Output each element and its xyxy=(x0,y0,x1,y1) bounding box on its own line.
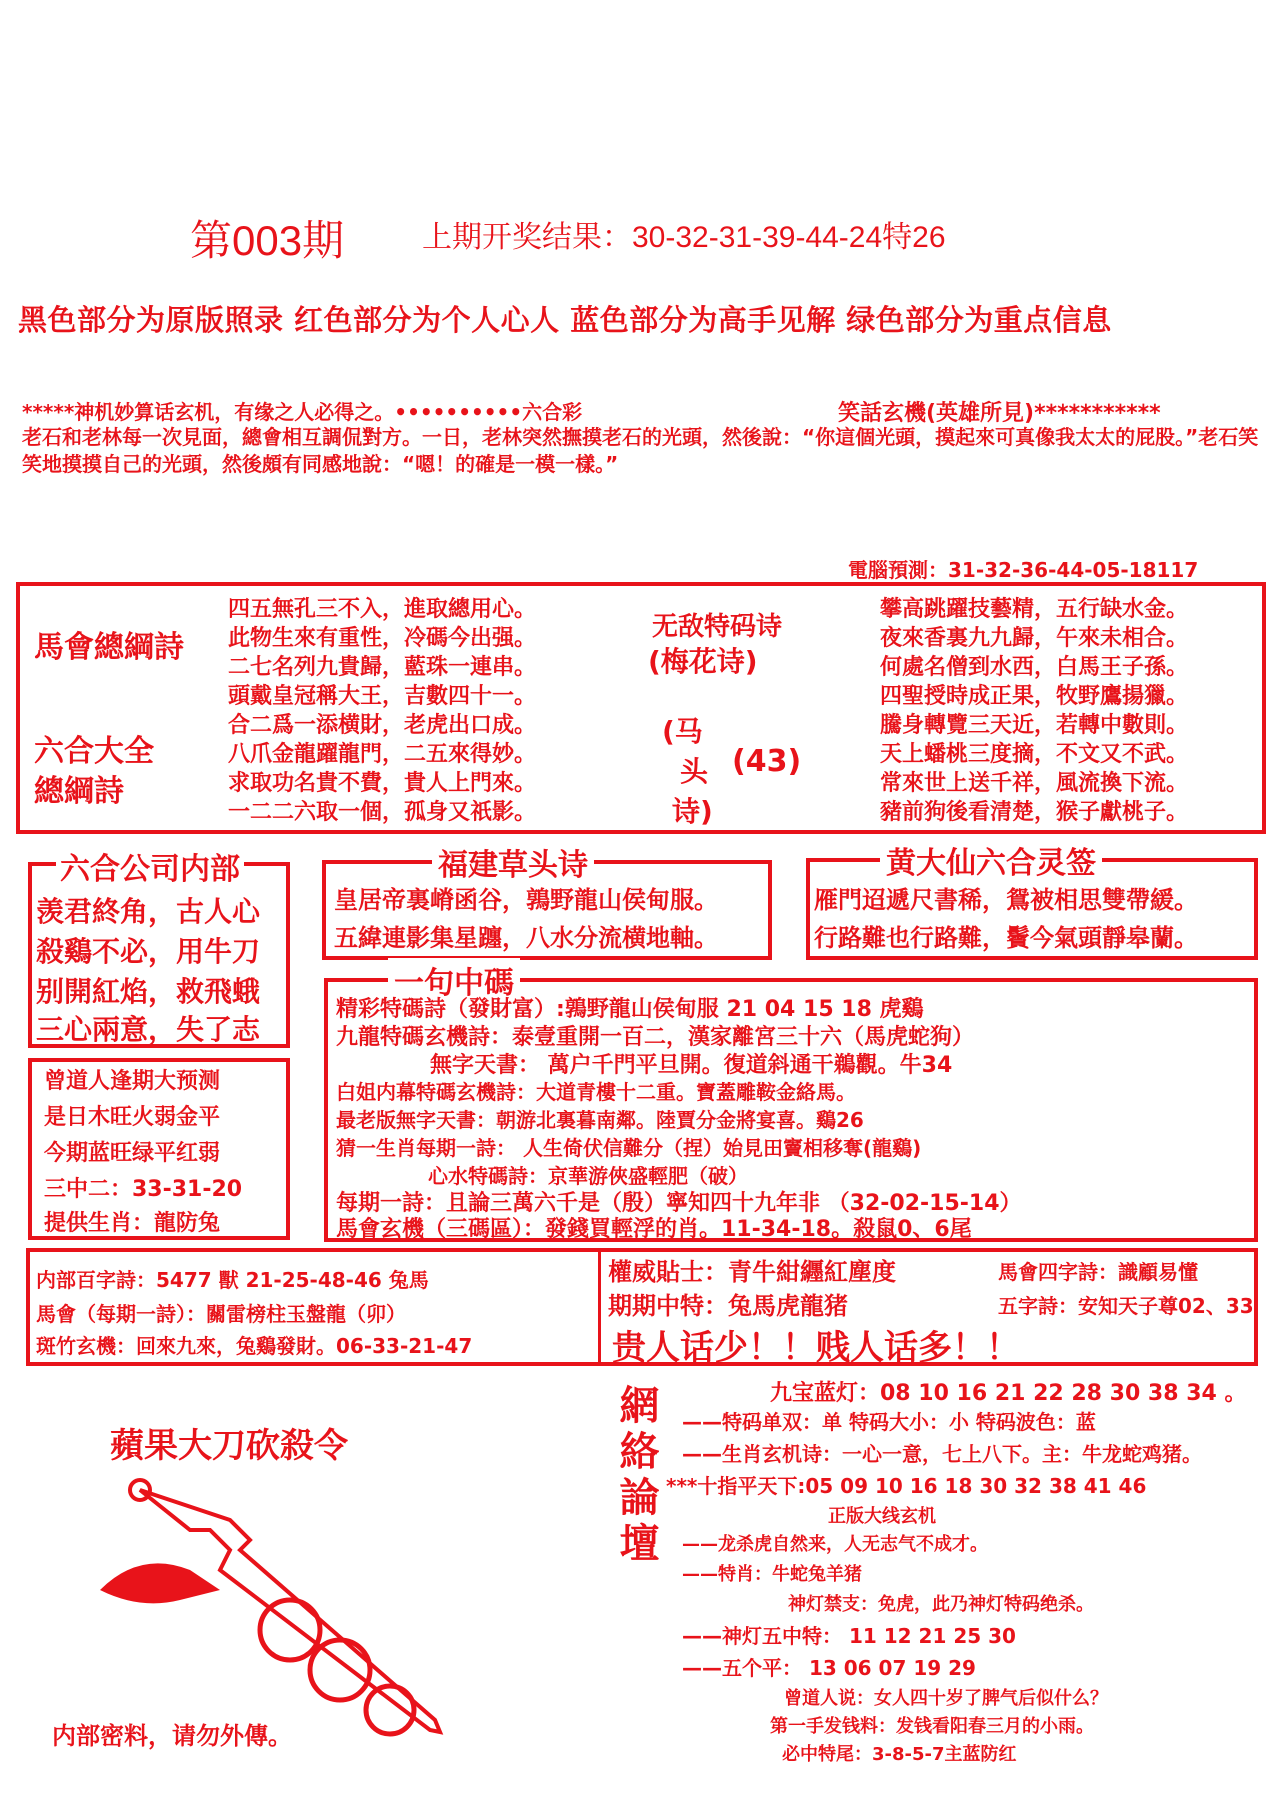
joke-body: 老石和老林每一次見面，總會相互調侃對方。一日，老林突然撫摸老石的光頭，然後說：“你這個光頭，摸起來可真像我太太的屁股。”老石笑笑地摸摸自己的光頭，然後頗有同感地說：“嗯！的確是一模一樣。” xyxy=(22,425,1259,476)
yiju-line: 精彩特碼詩（發財富）:鶉野龍山侯甸服 21 04 15 18 虎鷄 xyxy=(336,997,924,1022)
right-line: 攀高跳躍技藝精，五行缺水金。 xyxy=(880,597,1189,622)
yiju-line: 九龍特碼玄機詩：泰壹重開一百二，漢家離宮三十六（馬虎蛇狗） xyxy=(336,1025,975,1050)
company-line: 三心兩意，失了志 xyxy=(36,1013,261,1046)
right-line: 常來世上送千祥，風流換下流。 xyxy=(880,771,1189,796)
quanwei-line-2-right: 五字詩：安知天子尊02、33 xyxy=(998,1294,1254,1318)
right-line: 豬前狗後看清楚，猴子獻桃子。 xyxy=(880,800,1189,825)
center-line: 二七名列九貴歸，藍珠一連串。 xyxy=(228,655,537,680)
quanwei-line-1: 權威貼士：青牛紺纒紅塵度 xyxy=(608,1258,896,1286)
quanwei-line-1-right: 馬會四字詩：識顧易懂 xyxy=(998,1260,1198,1284)
joke-title-right: 笑話玄機(英雄所見)*********** xyxy=(838,401,1161,426)
forum-line: ——龙杀虎自然来，人无志气不成才。 xyxy=(682,1534,988,1555)
apple-footer: 内部密料，请勿外傳。 xyxy=(52,1722,292,1750)
fujian-line: 皇居帝裏嵴函谷，鶉野龍山侯甸服。 xyxy=(334,886,718,914)
yiju-title: 一句中碼 xyxy=(388,958,520,1002)
neibu-line: 内部百字詩：5477 獸 21-25-48-46 兔馬 xyxy=(36,1268,429,1292)
forum-line: ——特肖：牛蛇兔羊猪 xyxy=(682,1564,862,1585)
forum-vertical-title: 網絡論壇 xyxy=(613,1384,659,1568)
yiju-line: 最老版無字天書：朝游北裏暮南鄰。陸賈分金將宴喜。鷄26 xyxy=(336,1108,864,1132)
forum-line: ——特码单双：单 特码大小：小 特码波色：蓝 xyxy=(682,1410,1096,1434)
company-line: 殺鷄不必，用牛刀 xyxy=(36,935,261,968)
center-line: 一二二六取一個，孤身又祇影。 xyxy=(228,800,537,825)
yiju-line: 無字天書： 萬户千門平旦開。復道斜通干鵜觀。牛34 xyxy=(430,1053,953,1078)
last-result: 上期开奖结果：30-32-31-39-44-24特26 xyxy=(422,221,946,254)
zeng-line: 今期蓝旺绿平红弱 xyxy=(44,1141,221,1166)
zeng-line: 提供生肖：龍防兔 xyxy=(44,1211,221,1236)
center-line: 頭戴皇冠稱大王，吉數四十一。 xyxy=(228,684,537,709)
forum-line: 第一手发钱料：发钱看阳春三月的小雨。 xyxy=(770,1716,1094,1737)
poem-title: 无敌特码诗 xyxy=(652,612,783,642)
company-line: 羡君終角，古人心 xyxy=(36,895,261,928)
forum-line: ——五个平： 13 06 07 19 29 xyxy=(682,1656,976,1680)
company-title: 六合公司内部 xyxy=(56,844,244,888)
center-line: 合二爲一添横財，老虎出口成。 xyxy=(228,713,537,738)
neibu-line: 斑竹玄機：回來九來，兔鷄發財。06-33-21-47 xyxy=(36,1334,473,1358)
poem-subtitle: (梅花诗) xyxy=(648,645,758,678)
main-label-bottom-2: 總綱詩 xyxy=(34,774,124,809)
knife-illustration xyxy=(80,1470,500,1740)
forum-line: ——神灯五中特： 11 12 21 25 30 xyxy=(682,1624,1016,1648)
fujian-title: 福建草头诗 xyxy=(432,840,594,884)
huangdaxian-title: 黄大仙六合灵签 xyxy=(880,838,1102,882)
poem-answer-4: (43) xyxy=(732,744,802,779)
forum-line: ***十指平天下:05 09 10 16 18 30 32 38 41 46 xyxy=(666,1474,1147,1498)
main-label-bottom-1: 六合大全 xyxy=(34,734,154,769)
center-line: 求取功名貴不費，貴人上門來。 xyxy=(228,771,537,796)
forum-line: 曾道人说：女人四十岁了脾气后似什么？ xyxy=(784,1688,1108,1709)
right-line: 騰身轉覽三天近，若轉中數則。 xyxy=(880,713,1189,738)
zeng-title: 曾道人逢期大预测 xyxy=(44,1069,221,1094)
poem-answer-3: 诗) xyxy=(672,795,713,828)
yiju-line: 猜一生肖每期一詩： 人生倚伏信難分（捏）始見田竇相移奪(龍鷄) xyxy=(336,1136,922,1160)
forum-line: 神灯禁支：免虎，此乃神灯特码绝杀。 xyxy=(788,1594,1094,1615)
right-line: 天上蟠桃三度摘，不文又不武。 xyxy=(880,742,1189,767)
company-line: 别開紅焰，救飛蛾 xyxy=(36,975,261,1008)
color-legend: 黑色部分为原版照录 红色部分为个人心人 蓝色部分为高手见解 绿色部分为重点信息 xyxy=(18,303,1112,337)
poem-answer-1: (马 xyxy=(662,715,703,748)
forum-line: 九宝蓝灯：08 10 16 21 22 28 30 38 34 。 xyxy=(770,1381,1247,1406)
fujian-line: 五緯連影集星躔，八水分流横地軸。 xyxy=(334,924,718,952)
zeng-line: 是日木旺火弱金平 xyxy=(44,1105,221,1130)
yiju-line: 心水特碼詩：京華游俠盛輕肥（破） xyxy=(428,1164,748,1188)
huangdaxian-line: 行路難也行路難，鬢今氣頭靜皋蘭。 xyxy=(814,924,1198,952)
zeng-line: 三中二：33-31-20 xyxy=(44,1177,243,1202)
right-line: 四聖授時成正果，牧野鷹揚獵。 xyxy=(880,684,1189,709)
computer-prediction: 電腦預測：31-32-36-44-05-18117 xyxy=(848,558,1199,582)
right-line: 夜來香裏九九歸，午來未相合。 xyxy=(880,626,1189,651)
poem-answer-2: 头 xyxy=(680,755,709,788)
huangdaxian-line: 雁門迢遞尺書稀，鴛被相思雙帶緩。 xyxy=(814,886,1198,914)
center-line: 四五無孔三不入，進取總用心。 xyxy=(228,597,537,622)
quanwei-slogan: 贵人话少！！贱人话多！！ xyxy=(612,1328,1020,1368)
yiju-line: 馬會玄機（三碼區）：發錢買輕浮的肖。11-34-18。殺鼠0、6尾 xyxy=(336,1217,972,1242)
yiju-line: 白姐内幕特碼玄機詩：大道青樓十二重。寶蓋雕鞍金絡馬。 xyxy=(336,1080,856,1104)
joke-title-left: *****神机妙算话玄机，有缘之人必得之。••••••••••六合彩 xyxy=(22,400,583,424)
quanwei-line-2: 期期中特：兔馬虎龍猪 xyxy=(608,1292,848,1320)
main-label-top: 馬會總綱詩 xyxy=(34,630,184,665)
issue-number: 第003期 xyxy=(190,217,345,264)
right-line: 何處名僧到水西，白馬王子孫。 xyxy=(880,655,1189,680)
apple-title: 蘋果大刀砍殺令 xyxy=(110,1426,348,1466)
forum-line: ——生肖玄机诗：一心一意，七上八下。主：牛龙蛇鸡猪。 xyxy=(682,1442,1202,1466)
neibu-line: 馬會（每期一詩）：關雷榜柱玉盤龍（卯） xyxy=(36,1302,406,1326)
forum-line: 必中特尾：3-8-5-7主蓝防红 xyxy=(782,1744,1017,1765)
center-line: 八爪金龍躍龍門，二五來得妙。 xyxy=(228,742,537,767)
forum-line: 正版大线玄机 xyxy=(828,1506,936,1527)
center-line: 此物生來有重性，冷碼今出强。 xyxy=(228,626,537,651)
yiju-line: 每期一詩：且論三萬六千是（殷）寧知四十九年非 （32-02-15-14） xyxy=(336,1191,1022,1216)
